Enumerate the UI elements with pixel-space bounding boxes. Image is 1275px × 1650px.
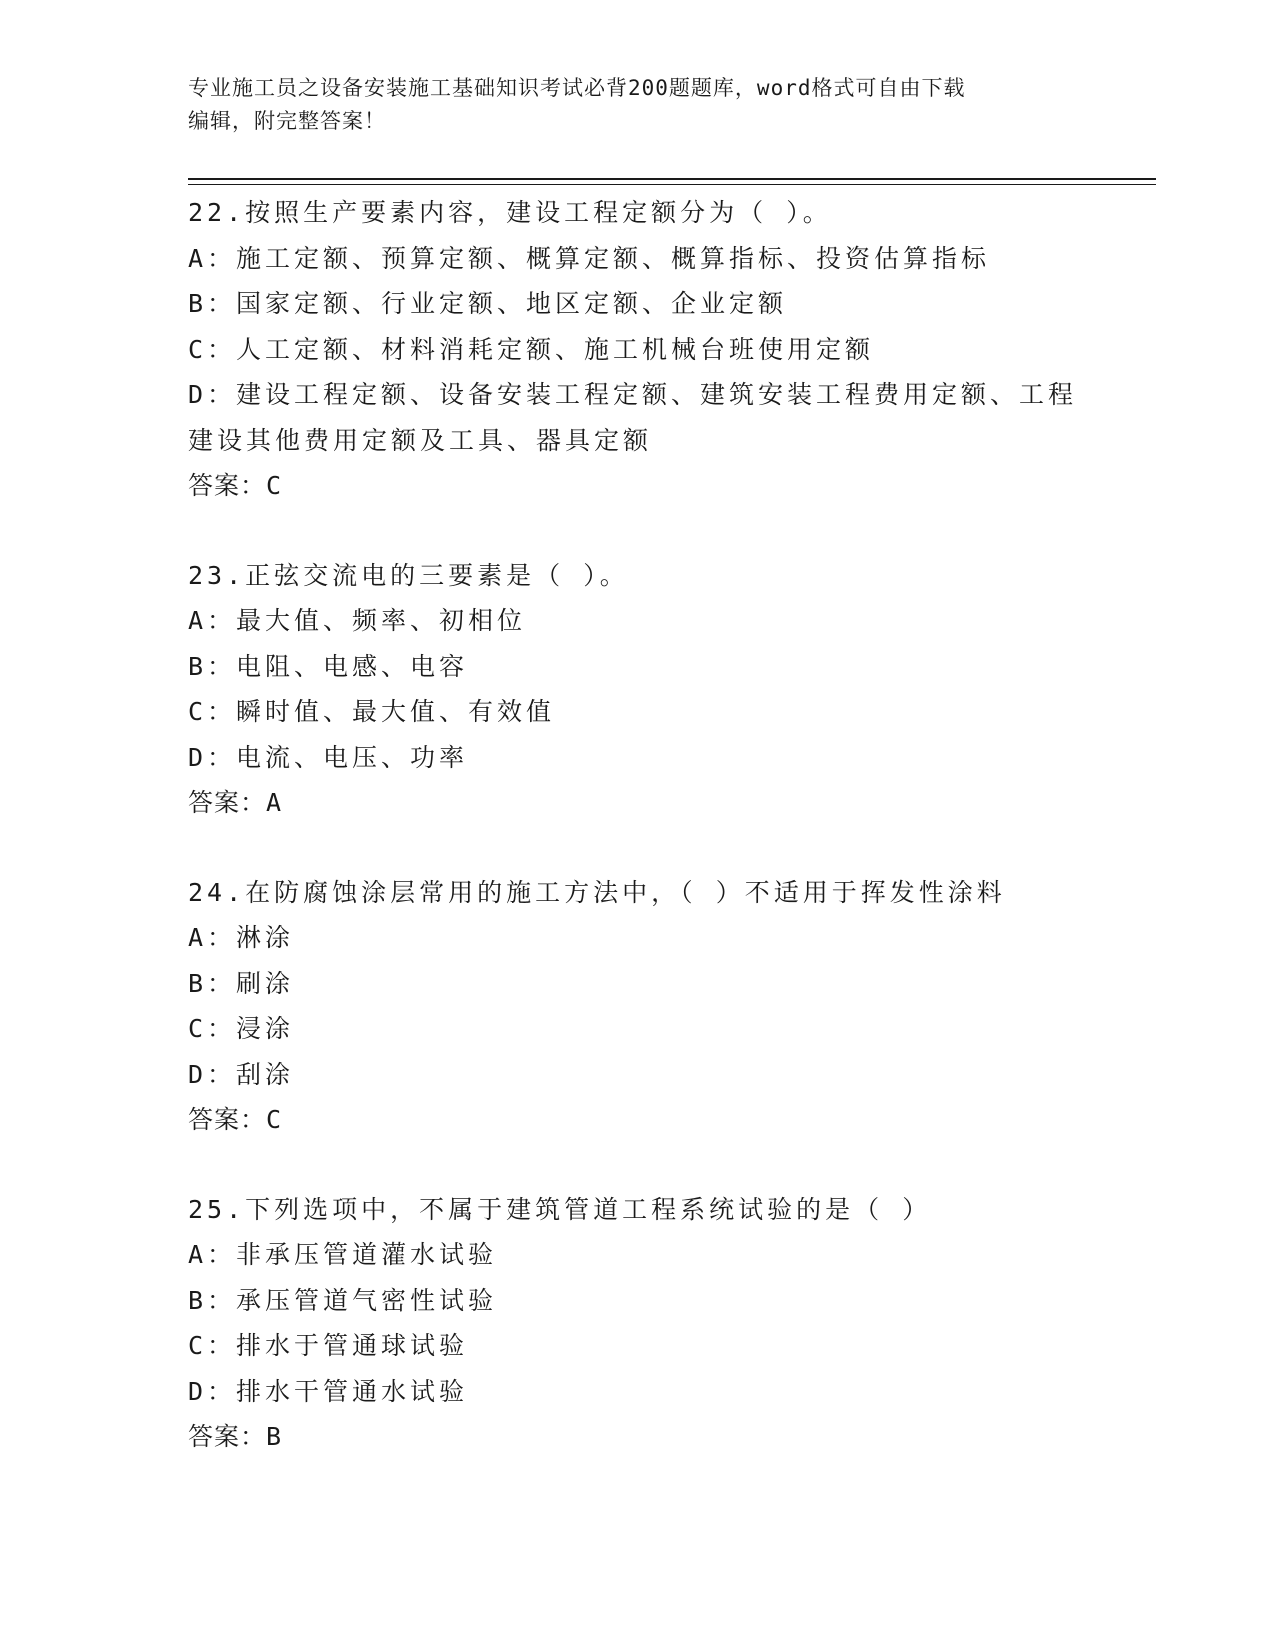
question-23: [188, 553, 1088, 826]
header-title-line-1: 专业施工员之设备安装施工基础知识考试必背200题题库，word格式可自由下载: [188, 76, 966, 100]
answer-line: 答案：C: [188, 471, 283, 500]
option-d-line-2: 建设其他费用定额及工具、器具定额: [188, 425, 653, 455]
option-a: A：淋涂: [188, 923, 295, 952]
option-c: C：浸涂: [188, 1014, 295, 1043]
answer-line: 答案：C: [188, 1105, 283, 1134]
header-title-line-2: 编辑，附完整答案！: [188, 109, 386, 133]
option-c: C：瞬时值、最大值、有效值: [188, 697, 556, 726]
option-a: A：施工定额、预算定额、概算定额、概算指标、投资估算指标: [188, 243, 991, 273]
header-divider-thin: [188, 184, 1156, 185]
question-24: [188, 870, 1088, 1143]
option-a: A：最大值、频率、初相位: [188, 606, 527, 635]
question-stem: 25.下列选项中，不属于建筑管道工程系统试验的是（ ）: [188, 1194, 932, 1224]
option-b: B：承压管道气密性试验: [188, 1285, 498, 1315]
document-header: [188, 72, 1068, 138]
option-b: B：电阻、电感、电容: [188, 651, 469, 681]
header-divider-thick: [188, 178, 1156, 180]
question-25: [188, 1187, 1088, 1460]
option-d: D：刮涂: [188, 1059, 295, 1089]
question-stem: 22.按照生产要素内容，建设工程定额分为（ ）。: [188, 198, 832, 227]
question-list: [188, 190, 1088, 1460]
answer-line: 答案：A: [188, 788, 283, 817]
answer-line: 答案：B: [188, 1422, 283, 1451]
option-a: A：非承压管道灌水试验: [188, 1240, 498, 1269]
question-stem: 24.在防腐蚀涂层常用的施工方法中，（ ）不适用于挥发性涂料: [188, 877, 1006, 907]
question-stem: 23.正弦交流电的三要素是（ ）。: [188, 560, 629, 590]
option-c: C：人工定额、材料消耗定额、施工机械台班使用定额: [188, 334, 875, 364]
question-22: [188, 190, 1088, 509]
option-c: C：排水于管通球试验: [188, 1331, 469, 1360]
option-b: B：国家定额、行业定额、地区定额、企业定额: [188, 289, 788, 318]
option-b: B：刷涂: [188, 968, 295, 998]
option-d: D：电流、电压、功率: [188, 742, 469, 772]
option-d-line-1: D：建设工程定额、设备安装工程定额、建筑安装工程费用定额、工程: [188, 380, 1078, 409]
option-d: D：排水干管通水试验: [188, 1376, 469, 1406]
